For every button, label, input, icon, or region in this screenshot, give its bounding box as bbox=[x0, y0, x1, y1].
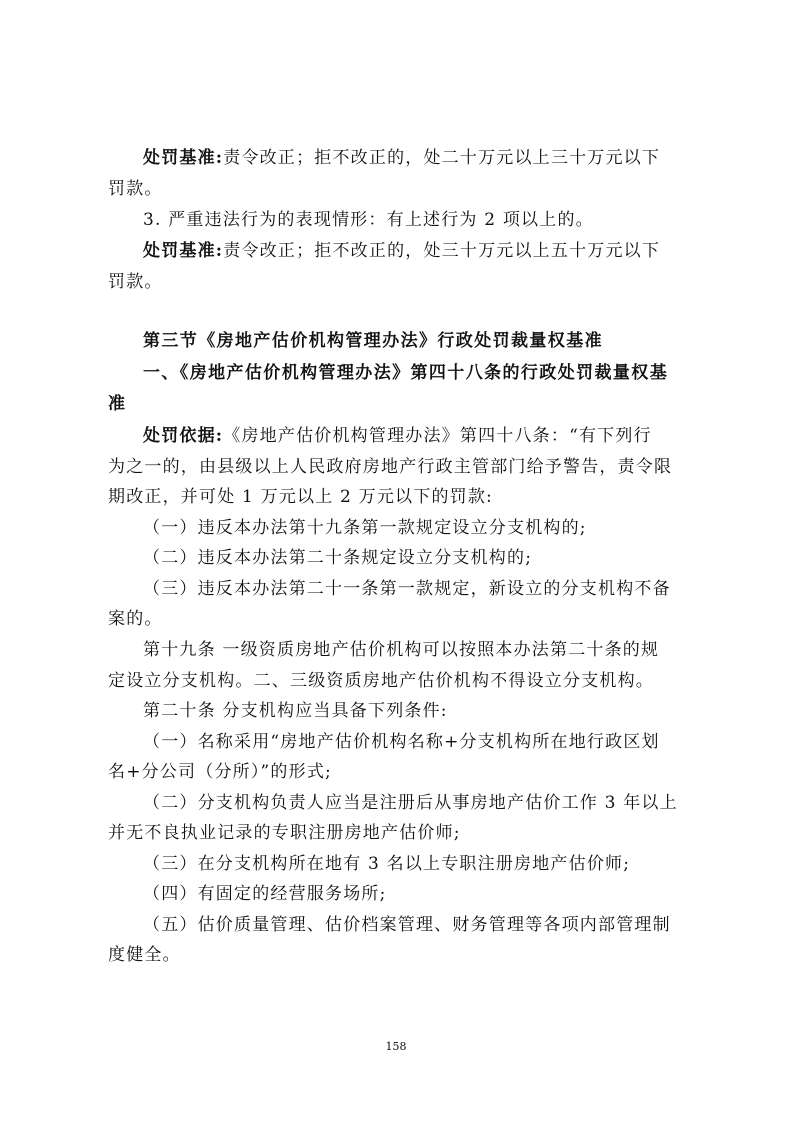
list-item: （四）有固定的经营服务场所; bbox=[143, 884, 387, 904]
text-line: 名+分公司（分所）”的形式; bbox=[108, 762, 332, 782]
text-line: 罚款。 bbox=[108, 272, 163, 292]
subsection-heading: 一、《房地产估价机构管理办法》第四十八条的行政处罚裁量权基 bbox=[143, 363, 669, 383]
text-line: 定设立分支机构。二、三级资质房地产估价机构不得设立分支机构。 bbox=[108, 671, 654, 691]
line-text: 责令改正；拒不改正的，处二十万元以上三十万元以下 bbox=[223, 148, 661, 168]
text-line: 并无不良执业记录的专职注册房地产估价师; bbox=[108, 823, 461, 843]
section-heading: 第三节《房地产估价机构管理办法》行政处罚裁量权基准 bbox=[143, 331, 603, 351]
list-item: （一）名称采用“房地产估价机构名称+分支机构所在地行政区划 bbox=[143, 732, 660, 752]
text-line bbox=[143, 425, 652, 447]
line-text: 责令改正；拒不改正的，处三十万元以上五十万元以下 bbox=[223, 241, 661, 261]
subsection-heading-cont: 准 bbox=[108, 394, 127, 414]
text-line: 为之一的，由县级以上人民政府房地产行政主管部门给予警告，责令限 bbox=[108, 457, 673, 477]
bold-label: 处罚基准: bbox=[143, 148, 224, 168]
text-line: 度健全。 bbox=[108, 945, 181, 965]
list-item: （三）违反本办法第二十一条第一款规定，新设立的分支机构不备 bbox=[143, 579, 671, 599]
bold-label: 处罚依据: bbox=[143, 426, 224, 446]
list-item: （一）违反本办法第十九条第一款规定设立分支机构的; bbox=[143, 518, 587, 538]
text-line bbox=[143, 240, 660, 262]
line-text: 《房地产估价机构管理办法》第四十八条：“有下列行 bbox=[223, 426, 652, 446]
list-item: （二）分支机构负责人应当是注册后从事房地产估价工作 3 年以上 bbox=[143, 793, 678, 813]
text-line: 第二十条 分支机构应当具备下列条件: bbox=[143, 701, 448, 721]
text-line: 3. 严重违法行为的表现情形：有上述行为 2 项以上的。 bbox=[143, 210, 594, 230]
text-line: 期改正，并可处 1 万元以上 2 万元以下的罚款: bbox=[108, 487, 493, 507]
list-item: （三）在分支机构所在地有 3 名以上专职注册房地产估价师; bbox=[143, 854, 631, 874]
list-item: （五）估价质量管理、估价档案管理、财务管理等各项内部管理制 bbox=[143, 915, 671, 935]
text-line bbox=[143, 147, 660, 169]
text-line: 案的。 bbox=[108, 609, 163, 629]
text-line: 第十九条 一级资质房地产估价机构可以按照本办法第二十条的规 bbox=[143, 640, 660, 660]
bold-label: 处罚基准: bbox=[143, 241, 224, 261]
list-item: （二）违反本办法第二十条规定设立分支机构的; bbox=[143, 548, 533, 568]
page-number: 158 bbox=[385, 1040, 407, 1053]
text-line: 罚款。 bbox=[108, 179, 163, 199]
